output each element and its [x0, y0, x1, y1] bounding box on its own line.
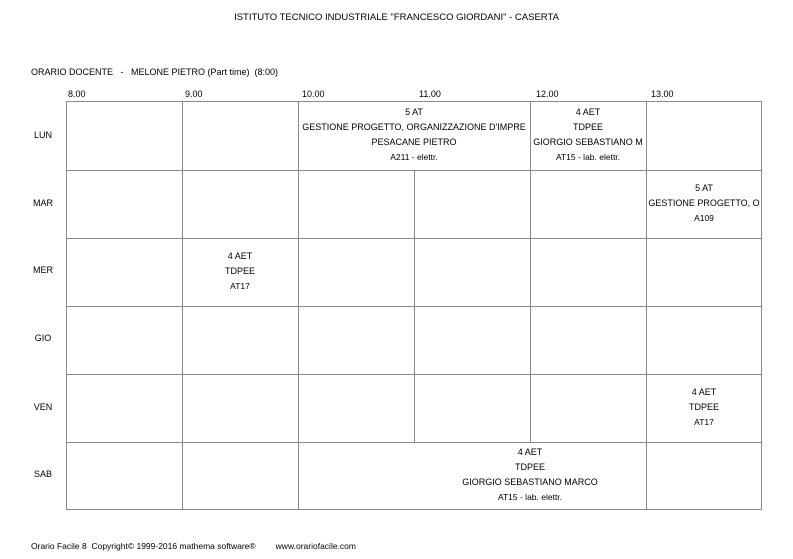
- time-slot-8: 8.00: [68, 89, 86, 99]
- lesson-mar-13[interactable]: [646, 181, 762, 226]
- lesson-class: 5 AT: [695, 183, 713, 193]
- day-label-mer: MER: [33, 265, 53, 275]
- day-label-gio: GIO: [34, 333, 52, 343]
- day-label-lun: LUN: [33, 130, 52, 140]
- lesson-subject: TDPEE: [224, 266, 255, 276]
- lesson-lun-12[interactable]: [530, 105, 646, 165]
- footer: [31, 541, 356, 551]
- lesson-room: AT15 - lab. elettr.: [497, 492, 563, 502]
- lesson-class: 4 AET: [575, 107, 601, 117]
- lesson-subject: TDPEE: [572, 122, 603, 132]
- lesson-teacher: GIORGIO SEBASTIANO M: [533, 137, 643, 147]
- grid-line: [66, 306, 762, 307]
- teacher-schedule-heading: ORARIO DOCENTE - MELONE PIETRO (Part time) (8:00): [31, 67, 279, 77]
- time-slot-9: 9.00: [185, 89, 203, 99]
- lesson-ven-13[interactable]: [646, 385, 762, 430]
- lesson-subject: TDPEE: [688, 402, 719, 412]
- lesson-subject: TDPEE: [514, 462, 545, 472]
- lesson-room: A109: [694, 213, 714, 223]
- lesson-sab-11[interactable]: [414, 445, 646, 505]
- time-slot-12: 12.00: [536, 89, 559, 99]
- website-link[interactable]: www.orariofacile.com: [275, 541, 356, 551]
- school-title: ISTITUTO TECNICO INDUSTRIALE "FRANCESCO GIORDANI" - CASERTA: [234, 12, 559, 23]
- grid-line: [66, 238, 762, 239]
- lesson-class: 4 AET: [691, 387, 717, 397]
- lesson-room: AT17: [694, 417, 714, 427]
- lesson-room: A211 - elettr.: [390, 152, 438, 162]
- day-label-ven: VEN: [33, 402, 53, 412]
- time-slot-10: 10.00: [302, 89, 325, 99]
- lesson-mer-9[interactable]: [182, 249, 298, 294]
- lesson-teacher: PESACANE PIETRO: [371, 137, 457, 147]
- lesson-teacher: GIORGIO SEBASTIANO MARCO: [462, 477, 598, 487]
- grid-line: [66, 442, 762, 443]
- day-label-mar: MAR: [33, 198, 53, 208]
- time-slot-11: 11.00: [419, 89, 441, 99]
- lesson-subject: GESTIONE PROGETTO, ORGANIZZAZIONE D'IMPRE: [302, 122, 526, 132]
- lesson-class: 4 AET: [227, 251, 253, 261]
- grid-line: [66, 374, 762, 375]
- lesson-subject: GESTIONE PROGETTO, O: [648, 198, 760, 208]
- day-label-sab: SAB: [33, 469, 52, 479]
- lesson-class: 5 AT: [405, 107, 423, 117]
- lesson-room: AT17: [230, 281, 250, 291]
- lesson-class: 4 AET: [517, 447, 543, 457]
- time-slot-13: 13.00: [651, 89, 674, 99]
- lesson-lun-10[interactable]: [298, 105, 530, 165]
- copyright-text: Orario Facile 8 Copyright© 1999-2016 mathema software®: [31, 541, 256, 551]
- lesson-room: AT15 - lab. elettr.: [555, 152, 621, 162]
- grid-line: [66, 170, 762, 171]
- grid-line: [66, 509, 762, 510]
